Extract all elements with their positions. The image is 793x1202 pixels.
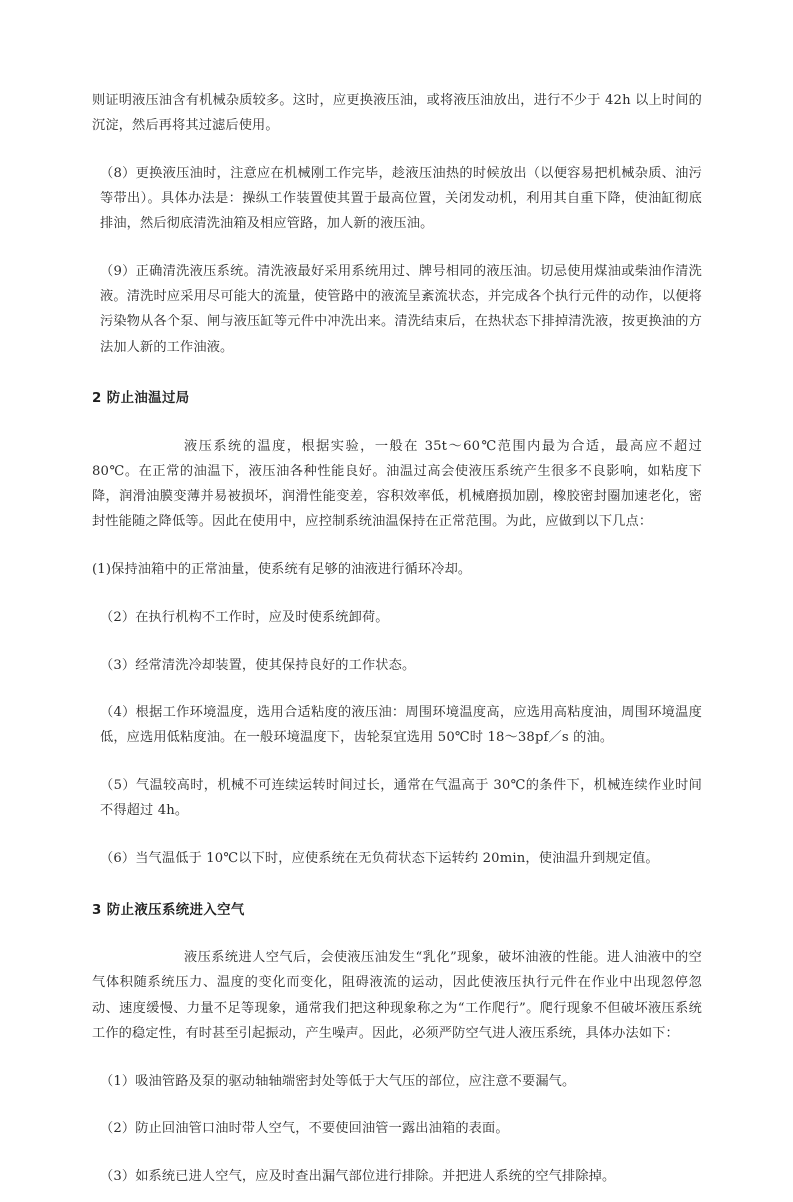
paragraph-section3-item-1: （1）吸油管路及泵的驱动轴轴端密封处等低于大气压的部位，应注意不要漏气。 xyxy=(100,1073,576,1089)
paragraph-spacer xyxy=(92,1154,702,1164)
heading-spacer xyxy=(92,424,702,434)
paragraph-item-8: （8）更换液压油时，注意应在机械刚工作完毕，趁液压油热的时候放出（以便容易把机械杂质、油污等带出）。具体办法是：操纵工作装置使其置于最高位置，关闭发动机，利用其自重下降，使油缸彻底排油，然后彻底清洗油箱及相应管路，加人新的液压油。 xyxy=(100,165,702,232)
paragraph-section2-item-4: （4）根据工作环境温度，选用合适粘度的液压油：周围环境温度高，应选用高粘度油，周围环境温度低，应选用低粘度油。在一般环境温度下，齿轮泵宜选用 50℃时 18～38pf／s 的油。 xyxy=(100,705,702,746)
paragraph-spacer xyxy=(92,151,702,161)
paragraph-item-9: （9）正确清洗液压系统。清洗液最好采用系统用过、牌号相同的液压油。切忌使用煤油或柴油作清洗液。清洗时应采用尽可能大的流量，使管路中的液流呈紊流状态，并完成各个执行元件的动作，以便将污染物从各个泵、闸与液压缸等元件中冲洗出来。清洗结束后，在热状态下排掉清洗液，按更换油的方法加人新的工作油液。 xyxy=(100,264,702,355)
paragraph-section2-intro: 液压系统的温度，根据实验，一般在 35t～60℃范围内最为合适，最高应不超过 80℃。在正常的油温下，液压油各种性能良好。油温过高会使液压系统产生很多不良影响，如粘度下降，润滑油膜变薄并易被损坏，润滑性能变差，容积效率低，机械磨损加剧，橡胶密封圈加速老化，密封性能随之降低等。因此在使用中，应控制系统油温保持在正常范围。为此，应做到以下几点： xyxy=(92,438,702,530)
paragraph-section2-item-6: （6）当气温低于 10℃以下时，应使系统在无负荷状态下运转约 20min，使油温升到规定值。 xyxy=(100,851,659,867)
paragraph-section2-item-3: （3）经常清洗冷却装置，使其保持良好的工作状态。 xyxy=(100,657,416,673)
paragraph-spacer xyxy=(92,1106,702,1116)
paragraph-spacer xyxy=(92,690,702,700)
paragraph-section3-item-2: （2）防止回油管口油时带人空气，不要使回油管一露出油箱的表面。 xyxy=(100,1121,509,1137)
document-body xyxy=(92,88,702,1202)
paragraph-section3-intro: 液压系统进人空气后，会使液压油发生“乳化”现象，破坏油液的性能。进人油液中的空气体积随系统压力、温度的变化而变化，阻碍液流的运动，因此使液压执行元件在作业中出现忽停忽动、速度缓慢、力量不足等现象，通常我们把这种现象称之为“工作爬行”。爬行现象不但破坏液压系统工作的稳定性，有时甚至引起振动，产生噪声。因此，必须严防空气进人液压系统，具体办法如下： xyxy=(92,950,702,1041)
paragraph-carryover: 则证明液压油含有机械杂质较多。这时，应更换液压油，或将液压油放出，进行不少于 42h 以上时间的沉淀，然后再将其过滤后使用。 xyxy=(92,93,702,134)
paragraph-spacer xyxy=(92,643,702,653)
heading-spacer xyxy=(92,935,702,945)
paragraph-spacer xyxy=(92,763,702,773)
section-spacer xyxy=(92,884,702,898)
paragraph-section2-item-5: （5）气温较高时，机械不可连续运转时间过长，通常在气温高于 30℃的条件下，机械连续作业时间不得超过 4h。 xyxy=(100,778,702,819)
paragraph-spacer xyxy=(92,547,702,557)
section-heading-2: 2 防止油温过局 xyxy=(92,391,190,407)
paragraph-spacer xyxy=(92,836,702,846)
paragraph-spacer xyxy=(92,249,702,259)
section-spacer xyxy=(92,372,702,386)
paragraph-spacer xyxy=(92,595,702,605)
paragraph-spacer xyxy=(92,1059,702,1069)
paragraph-section2-item-2: （2）在执行机构不工作时，应及时使系统卸荷。 xyxy=(100,609,389,625)
paragraph-section3-item-3: （3）如系统已进人空气，应及时查出漏气部位进行排除。并把进人系统的空气排除掉。 xyxy=(100,1168,616,1184)
section-heading-3: 3 防止液压系统进入空气 xyxy=(92,902,245,918)
paragraph-section2-item-1: (1)保持油箱中的正常油量，使系统有足够的油液进行循环冷却。 xyxy=(92,562,472,578)
